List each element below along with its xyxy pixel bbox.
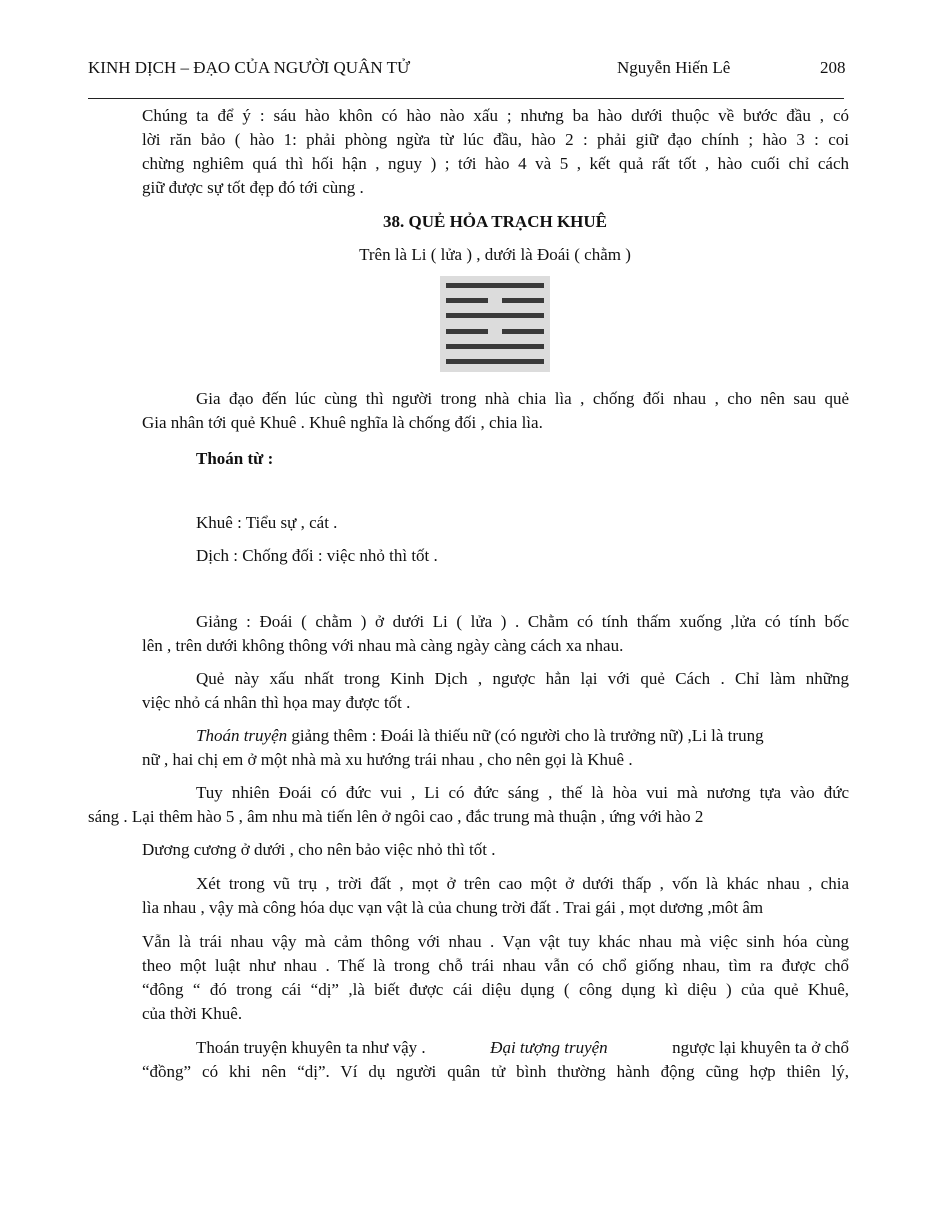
para-thoan-line-1-rest: giảng thêm : Đoái là thiếu nữ (có người cho là trưởng nữ) ,Li là trung bbox=[287, 726, 764, 745]
hexagram-line-3 bbox=[446, 313, 544, 318]
para1-line-1: Gia đạo đến lúc cùng thì người trong nhà chia lìa , chống đối nhau , cho nên sau quẻ bbox=[196, 389, 849, 408]
para-tuy-line-3: Dương cương ở dưới , cho nên bảo việc nhỏ thì tốt . bbox=[142, 840, 496, 859]
hexagram-line-1 bbox=[446, 283, 544, 288]
para1-line-2: Gia nhân tới quẻ Khuê . Khuê nghĩa là chống đối , chia lìa. bbox=[142, 413, 543, 432]
para-xet-line-4: theo một luật như nhau . Thế là trong chỗ trái nhau vẫn có chổ giống nhau, tìm ra được chổ bbox=[142, 956, 849, 975]
hexagram-line-4-right bbox=[502, 329, 544, 334]
giang-line-2: lên , trên dưới không thông với nhau mà càng ngày càng cách xa nhau. bbox=[142, 636, 624, 655]
para-tuy-line-1: Tuy nhiên Đoái có đức vui , Li có đức sáng , thế là hòa vui mà nương tựa vào đức bbox=[196, 783, 849, 802]
hexagram-line-2-left bbox=[446, 298, 488, 303]
para-last-line-1-b: ngược lại khuyên ta ở chổ bbox=[672, 1038, 849, 1057]
hexagram-line-6 bbox=[446, 359, 544, 364]
thoan-truyen-italic: Thoán truyện bbox=[196, 726, 288, 745]
para-xet-line-3: Vẫn là trái nhau vậy mà cảm thông với nhau . Vạn vật tuy khác nhau mà việc sinh hóa cùng bbox=[142, 932, 849, 951]
section-subtitle: Trên là Li ( lửa ) , dưới là Đoái ( chằm ) bbox=[359, 245, 631, 264]
para-last-line-1 bbox=[196, 1036, 849, 1060]
para-thoan-line-1 bbox=[196, 724, 849, 748]
thoan-tu-line-2: Dịch : Chống đối : việc nhỏ thì tốt . bbox=[196, 546, 438, 565]
intro-line-4: giữ được sự tốt đẹp đó tới cùng . bbox=[142, 178, 364, 197]
intro-line-1: Chúng ta để ý : sáu hào khôn có hào nào xấu ; nhưng ba hào dưới thuộc về bước đầu , có bbox=[142, 106, 849, 125]
intro-line-3: chừng nghiêm quá thì hối hận , nguy ) ; tới hào 4 và 5 , kết quả rất tốt , hào cuối chỉ cách bbox=[142, 154, 849, 173]
para-thoan-line-2: nữ , hai chị em ở một nhà mà xu hướng trái nhau , cho nên gọi là Khuê . bbox=[142, 750, 633, 769]
dai-tuong-truyen-italic: Đại tượng truyện bbox=[490, 1038, 608, 1057]
thoan-tu-heading: Thoán từ : bbox=[196, 449, 274, 468]
para-xet-line-5: “đông “ đó trong cái “dị” ,là biết được cái diệu dụng ( công dụng kì diệu ) của quẻ Khuê, bbox=[142, 980, 849, 999]
running-header-author: Nguyễn Hiến Lê bbox=[617, 58, 731, 77]
intro-line-2: lời răn bảo ( hào 1: phải phòng ngừa từ lúc đầu, hào 2 : phải giữ đạo chính ; hào 3 : coi bbox=[142, 130, 849, 149]
para-xet-line-2: lìa nhau , vậy mà công hóa dục vạn vật là của chung trời đất . Trai gái , mọt dương ,môt âm bbox=[142, 898, 764, 917]
thoan-tu-line-1: Khuê : Tiểu sự , cát . bbox=[196, 513, 338, 532]
hexagram-khue-image bbox=[440, 276, 550, 372]
page-number: 208 bbox=[820, 58, 846, 77]
para-que-line-1: Quẻ này xấu nhất trong Kinh Dịch , ngược hẳn lại với quẻ Cách . Chỉ làm những bbox=[196, 669, 849, 688]
giang-line-1: Giảng : Đoái ( chằm ) ở dưới Li ( lửa ) . Chằm có tính thấm xuống ,lửa có tính bốc bbox=[196, 612, 849, 631]
para-xet-line-6: của thời Khuê. bbox=[142, 1004, 243, 1023]
para-tuy-line-2: sáng . Lại thêm hào 5 , âm nhu mà tiến lên ở ngôi cao , đắc trung mà thuận , ứng với hào 2 bbox=[88, 807, 704, 826]
hexagram-line-5 bbox=[446, 344, 544, 349]
para-last-line-1-a: Thoán truyện khuyên ta như vậy . bbox=[196, 1038, 426, 1057]
hexagram-line-2-right bbox=[502, 298, 544, 303]
para-xet-line-1: Xét trong vũ trụ , trời đất , mọt ở trên cao một ở dưới thấp , vốn là khác nhau , chia bbox=[196, 874, 849, 893]
para-last-line-2: “đồng” có khi nên “dị”. Ví dụ người quân tử bình thường hành động cũng hợp thiên lý, bbox=[142, 1062, 849, 1081]
hexagram-line-4-left bbox=[446, 329, 488, 334]
running-header-title: KINH DỊCH – ĐẠO CỦA NGƯỜI QUÂN TỬ bbox=[88, 58, 411, 77]
section-title: 38. QUẺ HỎA TRẠCH KHUÊ bbox=[382, 212, 608, 231]
header-rule bbox=[88, 98, 844, 99]
para-que-line-2: việc nhỏ cá nhân thì họa may được tốt . bbox=[142, 693, 411, 712]
